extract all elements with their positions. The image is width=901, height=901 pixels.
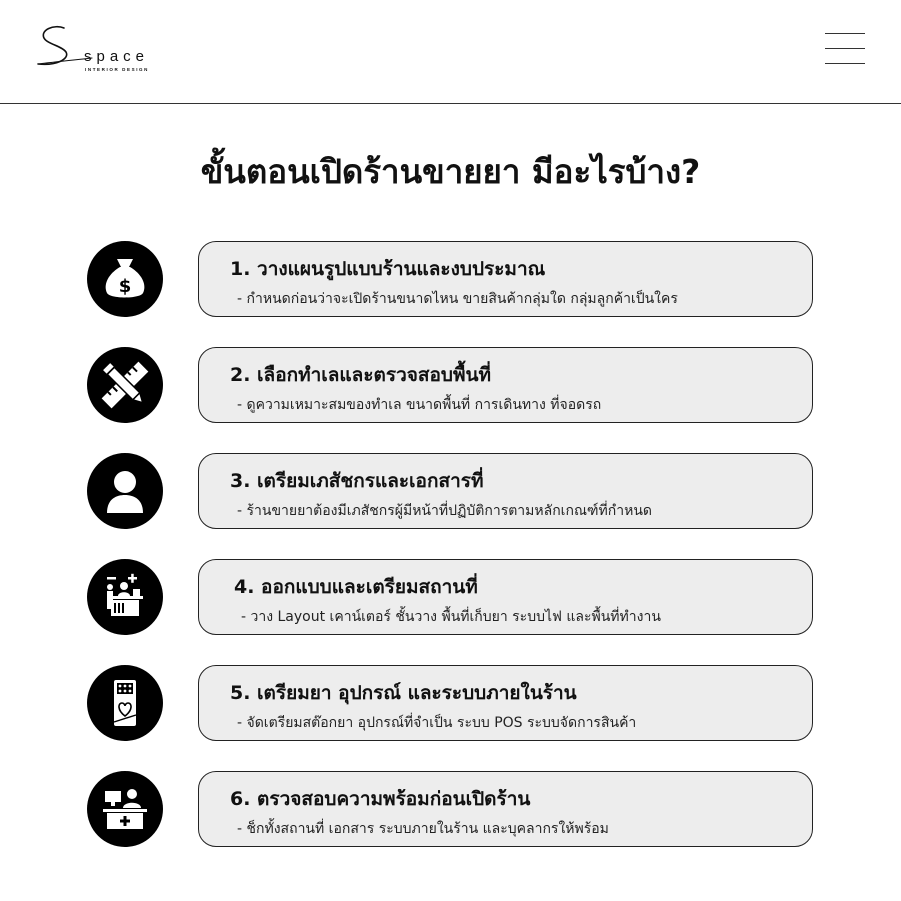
- step-title: 3. เตรียมเภสัชกรและเอกสารที่: [230, 470, 484, 492]
- step-description: - กำหนดก่อนว่าจะเปิดร้านขนาดไหน ขายสินค้ากลุ่มใด กลุ่มลูกค้าเป็นใคร: [237, 291, 678, 307]
- header: [0, 0, 901, 104]
- step-card-3: [198, 453, 813, 529]
- hamburger-menu-icon[interactable]: [825, 33, 865, 65]
- step-description: - จัดเตรียมสต๊อกยา อุปกรณ์ที่จำเป็น ระบบ POS ระบบจัดการสินค้า: [237, 715, 637, 731]
- pharmacist-desk-icon: [87, 771, 163, 847]
- step-description: - ร้านขายยาต้องมีเภสัชกรผู้มีหน้าที่ปฏิบัติการตามหลักเกณฑ์ที่กำหนด: [237, 503, 653, 519]
- step-description: - วาง Layout เคาน์เตอร์ ชั้นวาง พื้นที่เก็บยา ระบบไฟ และพื้นที่ทำงาน: [241, 609, 661, 625]
- step-card-1: [198, 241, 813, 317]
- step-title: 4. ออกแบบและเตรียมสถานที่: [234, 576, 478, 598]
- medicine-pack-icon: [87, 665, 163, 741]
- step-card-2: [198, 347, 813, 423]
- step-card-4: [198, 559, 813, 635]
- step-card-5: [198, 665, 813, 741]
- step-title: 6. ตรวจสอบความพร้อมก่อนเปิดร้าน: [230, 788, 531, 810]
- step-title: 2. เลือกทำเลและตรวจสอบพื้นที่: [230, 364, 491, 386]
- logo-wordmark: space: [84, 48, 150, 65]
- logo-tagline: INTERIOR DESIGN: [85, 67, 150, 72]
- dollar-sign-glyph: $: [118, 276, 132, 297]
- step-title: 5. เตรียมยา อุปกรณ์ และระบบภายในร้าน: [230, 682, 577, 704]
- step-description: - ดูความเหมาะสมของทำเล ขนาดพื้นที่ การเดินทาง ที่จอดรถ: [237, 397, 602, 413]
- ruler-pencil-icon: [87, 347, 163, 423]
- person-icon: [87, 453, 163, 529]
- page-title: ขั้นตอนเปิดร้านขายยา มีอะไรบ้าง?: [200, 152, 701, 191]
- pharmacy-counter-icon: [87, 559, 163, 635]
- step-card-6: [198, 771, 813, 847]
- logo[interactable]: [34, 22, 174, 78]
- step-title: 1. วางแผนรูปแบบร้านและงบประมาณ: [230, 258, 546, 280]
- step-description: - ช็กทั้งสถานที่ เอกสาร ระบบภายในร้าน และบุคลากรให้พร้อม: [237, 821, 609, 837]
- money-bag-icon: [87, 241, 163, 317]
